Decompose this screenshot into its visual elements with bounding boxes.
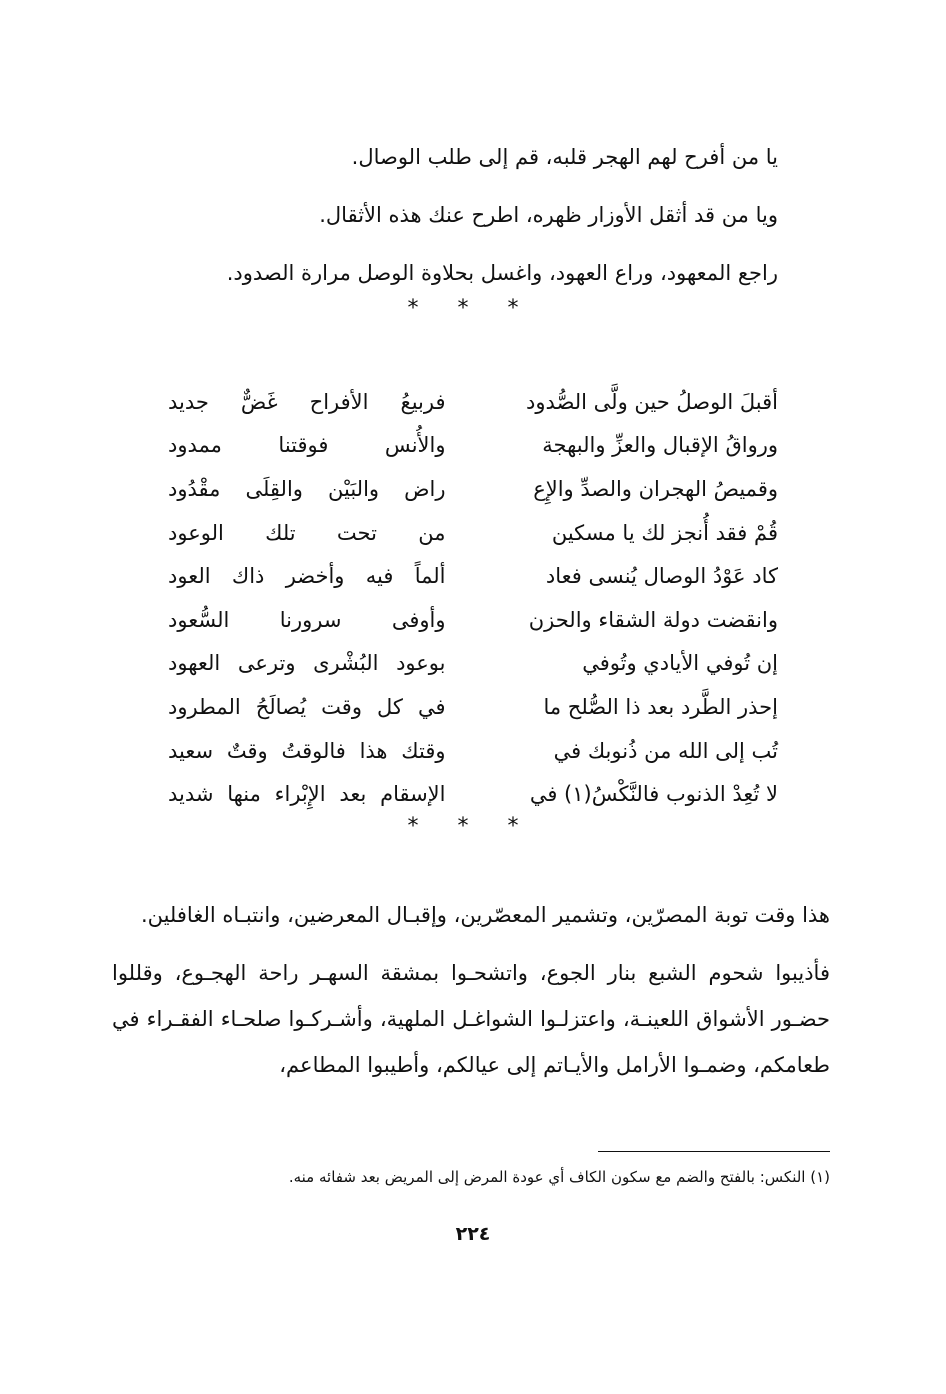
verse-second-hemistich: راض والبَيْن والقِلَى مقْدُود: [168, 476, 446, 501]
paragraph: هذا وقت توبة المصرّين، وتشمير المعصّرين، وإقبـال المعرضين، وانتبـاه الغافلين.: [140, 903, 830, 927]
verse-second-hemistich: وأوفى سرورنا السُّعود: [168, 607, 446, 632]
verse-first-hemistich: كاد عَوْدُ الوصال يُنسى فعاد: [545, 564, 778, 589]
poem-verse: [168, 554, 778, 598]
verse-second-hemistich: فربيعُ الأفراح غَضٌّ جديد: [168, 389, 446, 414]
verse-second-hemistich: من تحت تلك الوعود: [168, 520, 446, 545]
verse-second-hemistich: ألماً فيه وأخضر ذاك العود: [168, 564, 446, 589]
verse-first-hemistich: إحذر الطَّرد بعد ذا الصُّلح ما: [543, 694, 778, 719]
paragraph: فأذيبوا شحوم الشبع بنار الجوع، واتشحـوا بمشقة السهـر راحة الهجـوع، وقللوا حضـور الأشواق اللعينـة، واعتزلـوا الشواغـل الملهية، وأشـركـوا صلحـاء الفقـراء في طعامكم، وضمـوا الأرامل والأيـاتم إلى عيالكم، وأطيبوا المطاعم،: [112, 961, 830, 1077]
verse-first-hemistich: تُب إلى الله من ذُنوبك في: [553, 738, 778, 763]
poem-verse: [168, 467, 778, 511]
verse-first-hemistich: ورواقُ الإقبال والعزِّ والبهجة: [542, 433, 778, 458]
verse-second-hemistich: الإسقام بعد الإِبْراء منها شديد: [168, 782, 446, 807]
verse-second-hemistich: وقتك هذا فالوقتُ وقتٌ سعيد: [168, 738, 446, 763]
poem-verse: [168, 380, 778, 424]
footnote: (١) النكس: بالفتح والضم مع سكون الكاف أي عودة المرض إلى المريض بعد شفائه منه.: [288, 1168, 830, 1186]
section-separator: * * *: [407, 814, 535, 839]
poem-verse: [168, 729, 778, 773]
verse-first-hemistich: وقميصُ الهجران والصدِّ والإِع: [533, 476, 778, 501]
poem-verse: [168, 685, 778, 729]
poem-verse: [168, 424, 778, 468]
verse-second-hemistich: في كل وقت يُصالَحُ المطرود: [168, 694, 446, 719]
verse-second-hemistich: بوعود البُشْرى وترعى العهود: [168, 651, 446, 676]
poem-verse: [168, 642, 778, 686]
verse-first-hemistich: قُمْ فقد أُنجز لك يا مسكين: [551, 520, 778, 545]
verse-first-hemistich: إن تُوفي الأيادي وتُوفي: [582, 651, 778, 676]
verse-first-hemistich: لا تُعِدْ الذنوب فالنَّكْسُ(١) في: [529, 782, 778, 807]
section-separator: * * *: [407, 296, 535, 321]
intro-line: ويا من قد أثقل الأوزار ظهره، اطرح عنك هذه الأثقال.: [319, 203, 778, 227]
intro-line: يا من أفرح لهم الهجر قلبه، قم إلى طلب الوصال.: [351, 145, 778, 169]
verse-first-hemistich: أقبلَ الوصلُ حين ولَّى الصُّدود: [526, 389, 778, 414]
poem-verse: [168, 598, 778, 642]
poem-verse: [168, 511, 778, 555]
prose-body: [112, 892, 830, 1100]
page-number: ٢٢٤: [455, 1223, 491, 1245]
footnote-divider: [598, 1151, 830, 1152]
intro-line: راجع المعهود، وراع العهود، واغسل بحلاوة الوصل مرارة الصدود.: [226, 261, 778, 285]
intro-lines: [158, 128, 778, 302]
poem: [168, 380, 778, 816]
verse-first-hemistich: وانقضت دولة الشقاء والحزن: [528, 607, 778, 632]
verse-second-hemistich: والأُنس فوقتنا ممدود: [168, 433, 446, 458]
poem-verse: [168, 772, 778, 816]
